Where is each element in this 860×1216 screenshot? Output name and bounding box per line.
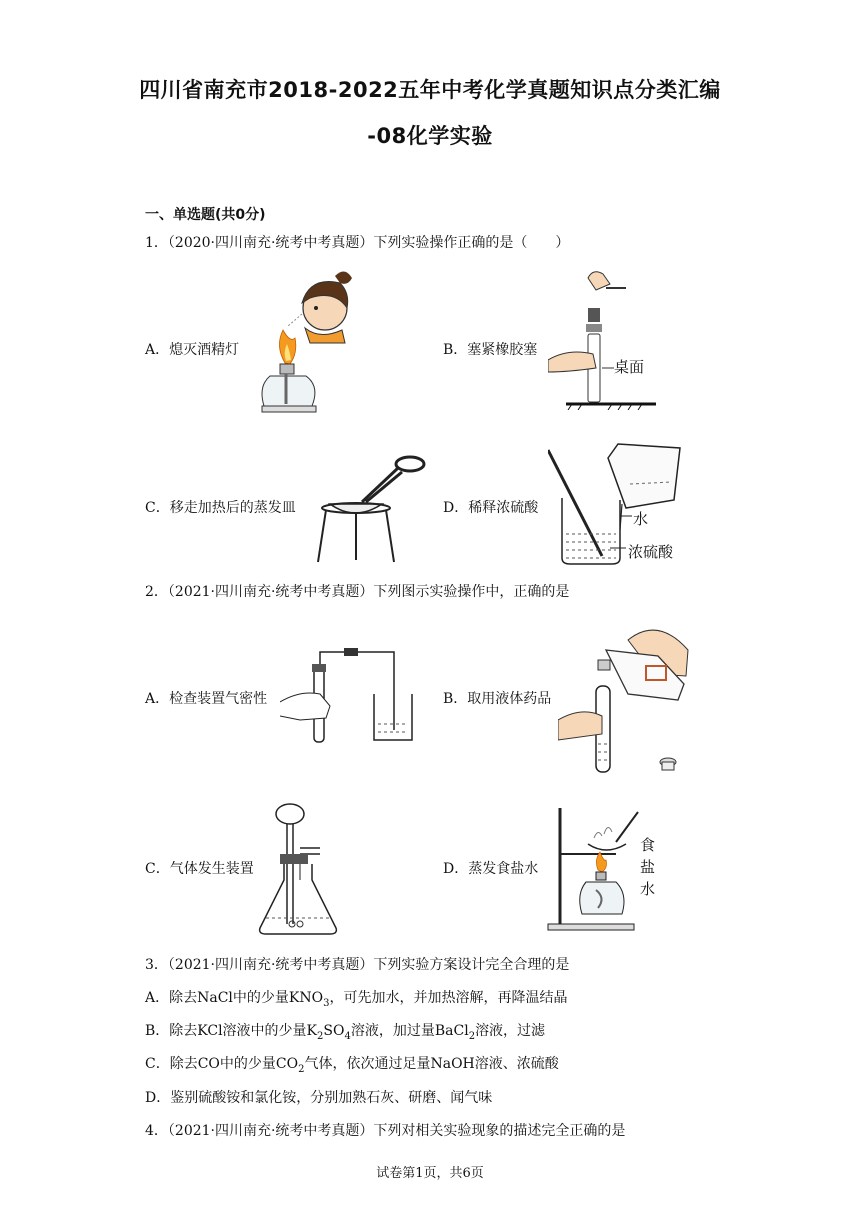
question-4-stem: 4．（2021·四川南充·统考中考真题）下列对相关实验现象的描述完全正确的是 — [145, 1123, 626, 1139]
q1-option-b: B．塞紧橡胶塞 — [443, 342, 538, 358]
q1-option-c: C．移走加热后的蒸发皿 — [145, 500, 296, 516]
q2-d-label-2: 盐 — [640, 858, 656, 876]
q2-option-a: A．检查装置气密性 — [145, 691, 268, 707]
q1-d-acid-label: 浓硫酸 — [628, 543, 674, 561]
alcohol-lamp-blowing-figure — [250, 268, 360, 418]
question-1-stem: 1．（2020·四川南充·统考中考真题）下列实验操作正确的是（ ） — [145, 235, 570, 251]
document-title-line1: 四川省南充市2018-2022五年中考化学真题知识点分类汇编 — [139, 78, 721, 102]
evaporating-dish-tongs-figure — [312, 452, 430, 568]
q2-d-label-3: 水 — [640, 880, 656, 898]
section-heading: 一、单选题(共0分) — [145, 207, 266, 223]
q2-option-b: B．取用液体药品 — [443, 691, 552, 707]
q3-option-b: B．除去KCl溶液中的少量$K_2SO_4$溶液，加过量BaCl$_2$溶液，过滤 — [145, 1023, 546, 1042]
q2-option-c: C．气体发生装置 — [145, 861, 254, 877]
q2-option-d: D．蒸发食盐水 — [443, 861, 539, 877]
q3-option-c: C．除去CO中的少量$CO_2$气体，依次通过足量NaOH溶液、浓硫酸 — [145, 1056, 559, 1075]
question-3-stem: 3．（2021·四川南充·统考中考真题）下列实验方案设计完全合理的是 — [145, 957, 570, 973]
q3-option-a: A．除去NaCl中的少量$KNO_3$，可先加水，并加热溶解，再降温结晶 — [145, 990, 568, 1009]
q2-d-label-1: 食 — [640, 836, 656, 854]
q3-option-d: D．鉴别硫酸铵和氯化铵，分别加熟石灰、研磨、闻气味 — [145, 1090, 493, 1106]
q1-option-d: D．稀释浓硫酸 — [443, 500, 539, 516]
document-title-line2: -08化学实验 — [367, 124, 493, 148]
q1-d-water-label: 水 — [633, 510, 649, 528]
q1-option-a: A．熄灭酒精灯 — [145, 342, 240, 358]
airtightness-check-figure — [280, 646, 414, 746]
test-tube-stopper-figure — [548, 268, 658, 410]
gas-generator-figure — [256, 800, 360, 936]
page-footer: 试卷第1页，共6页 — [376, 1166, 484, 1181]
pour-liquid-figure — [558, 616, 698, 776]
question-2-stem: 2．（2021·四川南充·统考中考真题）下列图示实验操作中，正确的是 — [145, 584, 570, 600]
q1-b-table-label: 桌面 — [614, 358, 645, 376]
